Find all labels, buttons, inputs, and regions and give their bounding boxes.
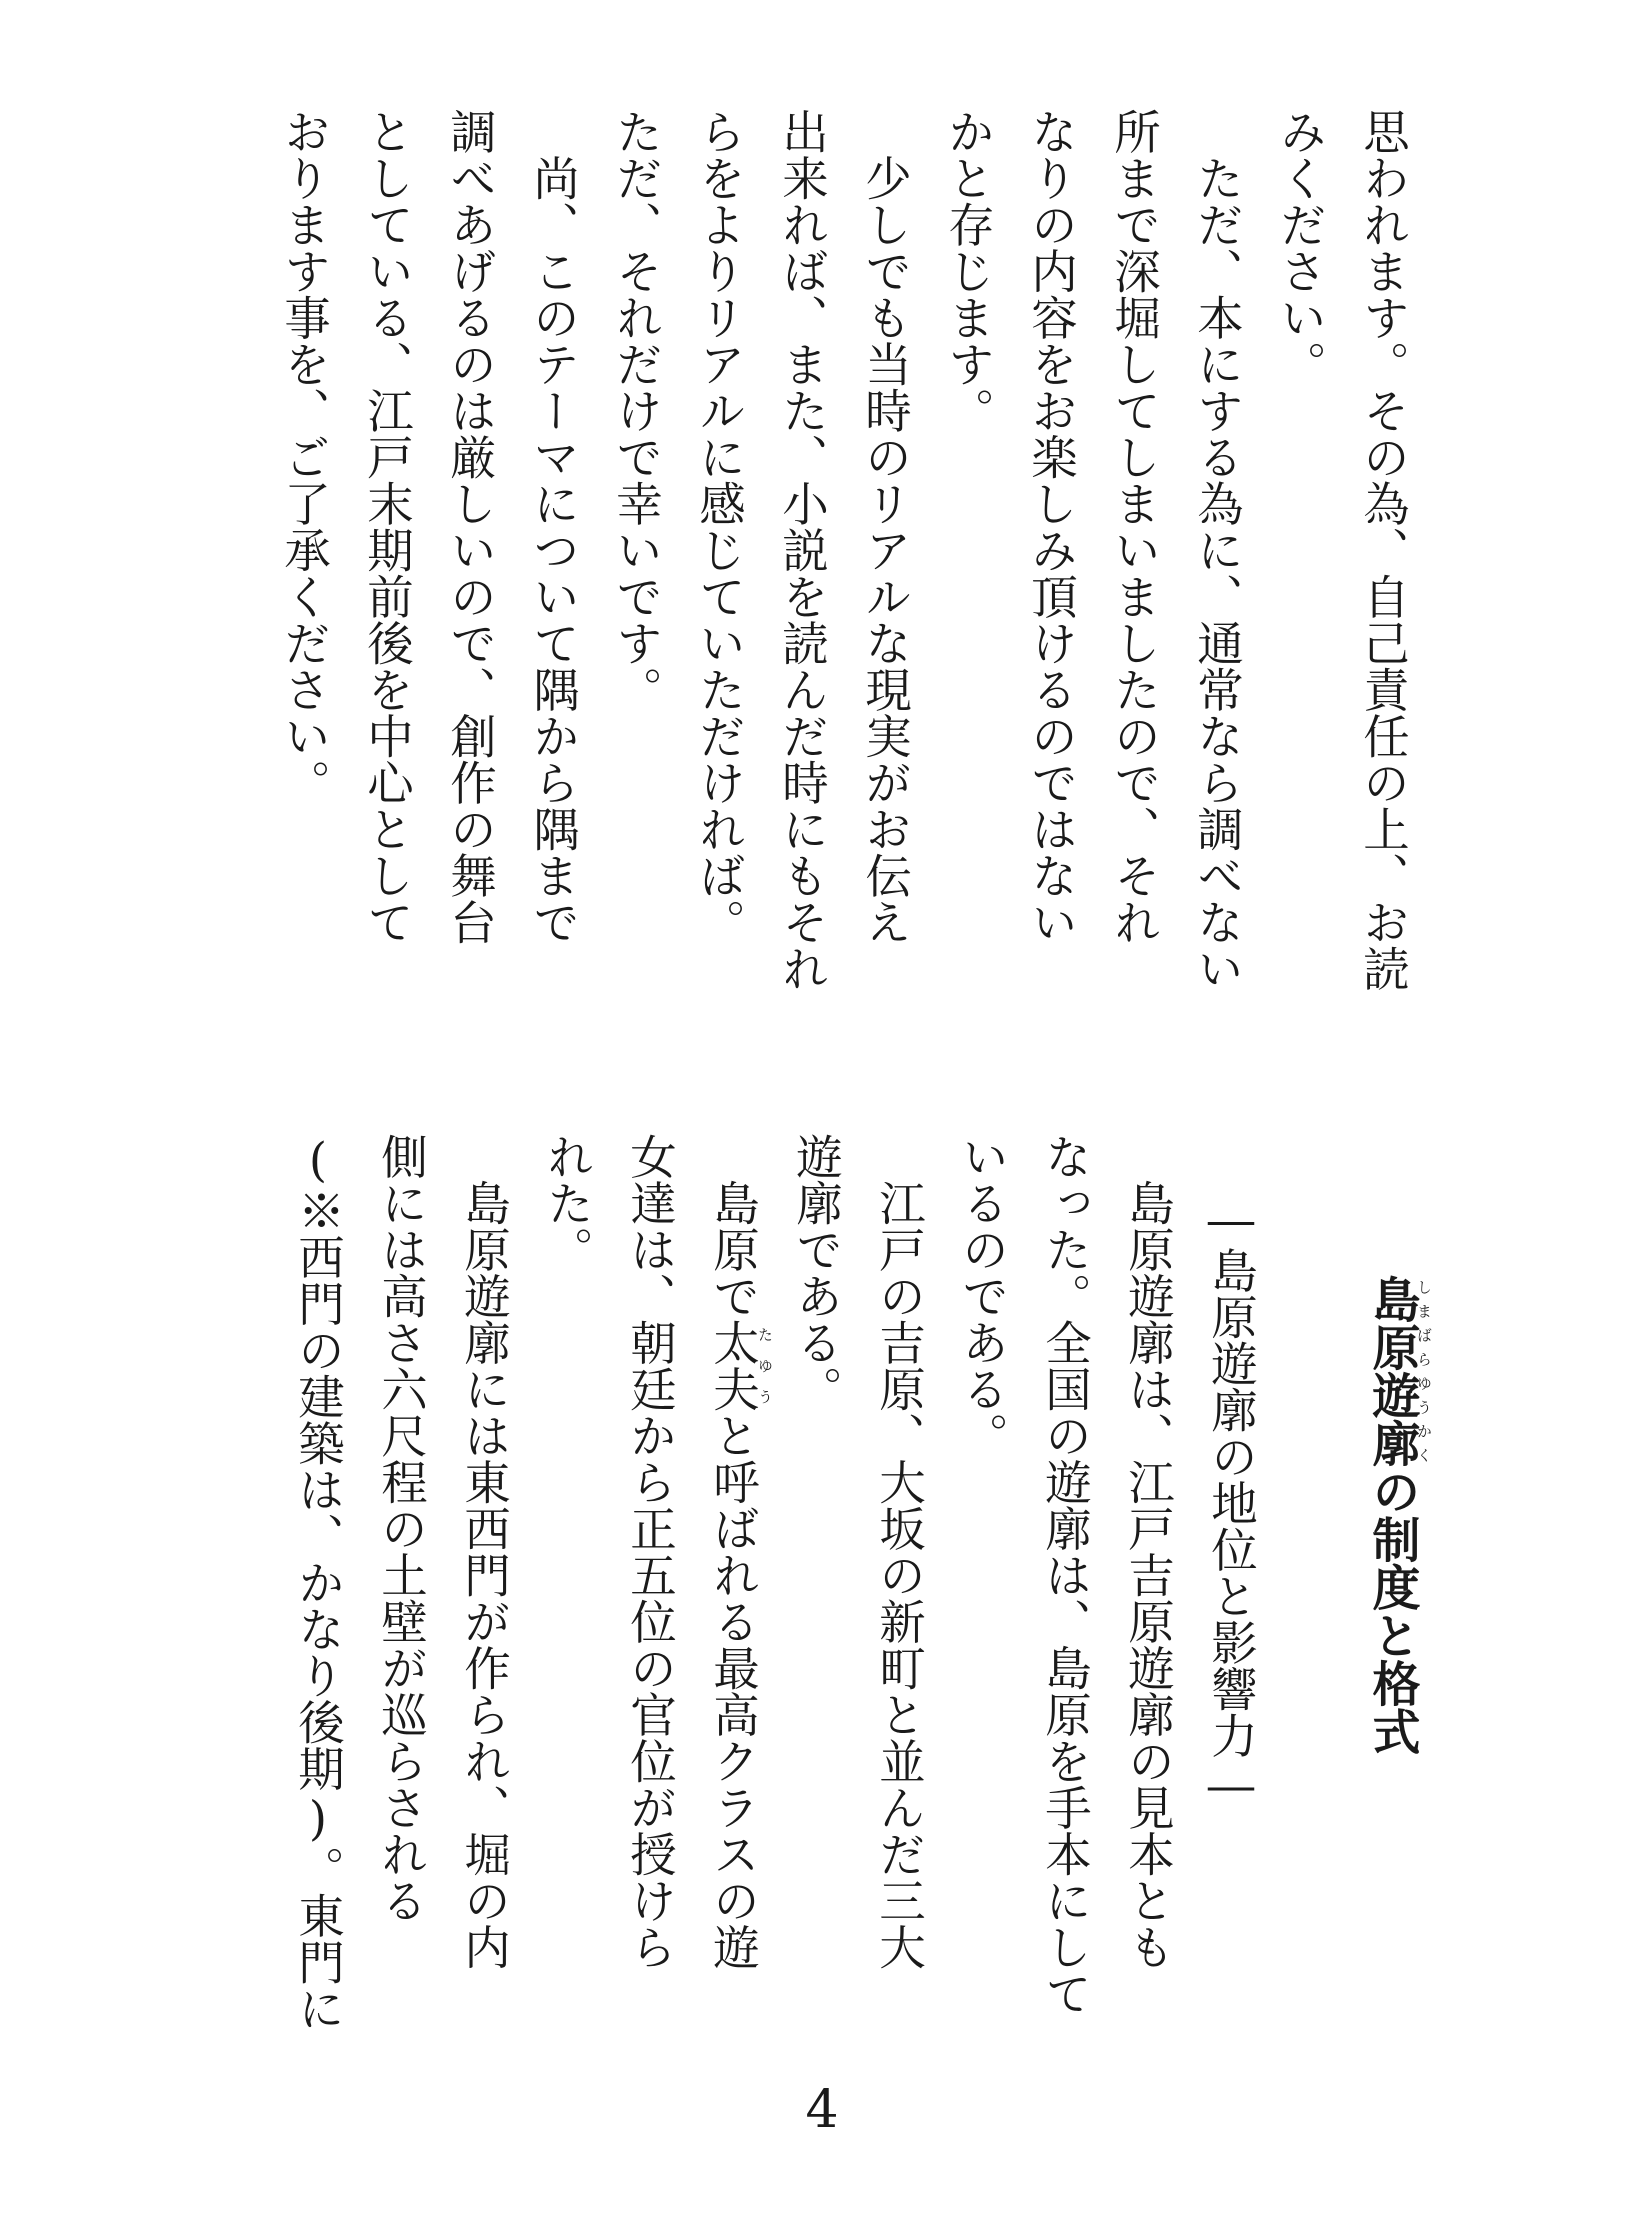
text-line: 少しでも当時のリアルな現実がお伝え xyxy=(858,108,912,945)
text-line: 出来れば、また、小説を読んだ時にもそれ xyxy=(775,108,829,992)
section-subheading: ―島原遊廓の地位と影響力― xyxy=(1204,1193,1258,1813)
text-line: らをよりリアルに感じていただければ。 xyxy=(692,108,746,945)
heading-base: 島原遊廓 xyxy=(1364,1275,1420,1467)
tayu-post: と呼ばれる最高クラスの遊 xyxy=(706,1412,760,1970)
heading-rest: の制度と格式 xyxy=(1364,1467,1420,1755)
section-heading xyxy=(1350,1133,1433,2133)
text-line: 思われます。その為、自己責任の上、お読 xyxy=(1356,108,1410,992)
text-line: なった。全国の遊廓は、島原を手本にして xyxy=(1038,1133,1092,2017)
text-line: (※西門の建築は、かなり後期)。東門に xyxy=(291,1133,345,2032)
text-line: 側には高さ六尺程の土壁が巡らされる xyxy=(374,1133,428,1924)
text-line: 遊廓である。 xyxy=(789,1133,843,1412)
text-line-with-ruby xyxy=(691,1133,774,2133)
tayu-furigana: たゆう xyxy=(756,1319,774,1412)
text-line: おります事を、ご了承ください。 xyxy=(277,108,331,806)
text-line: 所まで深堀してしまいましたので、それ xyxy=(1107,108,1161,945)
text-line: 尚、このテーマについて隅から隅まで xyxy=(526,108,580,945)
tayu-pre: 島原で xyxy=(706,1133,760,1319)
text-line: 島原遊廓には東西門が作られ、堀の内 xyxy=(457,1133,511,1970)
tayu-ruby xyxy=(706,1319,774,1412)
text-line: いるのである。 xyxy=(955,1133,1009,1459)
text-line: 島原遊廓は、江戸吉原遊廓の見本とも xyxy=(1121,1133,1175,1970)
upper-text-block xyxy=(262,108,1424,1058)
text-line: としている、江戸末期前後を中心として xyxy=(360,108,414,945)
text-line: れた。 xyxy=(540,1133,594,1273)
text-line: ただ、本にする為に、通常なら調べない xyxy=(1190,108,1244,992)
tayu-base: 太夫 xyxy=(706,1319,760,1412)
page-number: 4 xyxy=(805,2080,839,2140)
text-line: 江戸の吉原、大坂の新町と並んだ三大 xyxy=(872,1133,926,1970)
text-line: みください。 xyxy=(1273,108,1327,387)
text-line: ただ、それだけで幸いです。 xyxy=(609,108,663,713)
text-line: 女達は、朝廷から正五位の官位が授けら xyxy=(623,1133,677,1970)
heading-ruby xyxy=(1364,1275,1433,1467)
heading-furigana: しまばらゆうかく xyxy=(1415,1275,1433,1467)
lower-text-block xyxy=(276,1133,1433,2133)
text-line: かと存じます。 xyxy=(941,108,995,434)
text-line: 調べあげるのは厳しいので、創作の舞台 xyxy=(443,108,497,945)
text-line: なりの内容をお楽しみ頂けるのではない xyxy=(1024,108,1078,945)
